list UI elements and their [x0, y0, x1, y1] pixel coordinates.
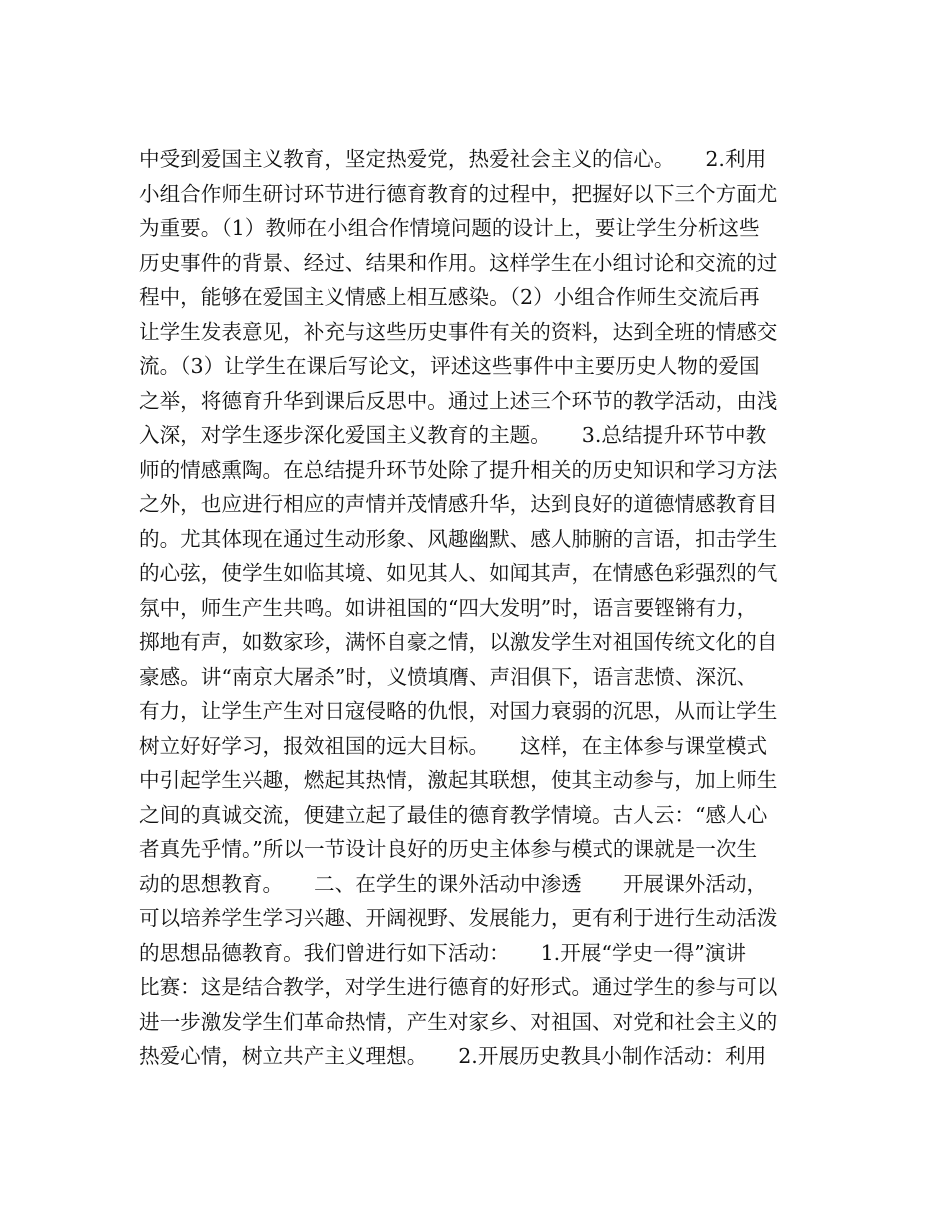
text-line: 中引起学生兴趣，燃起其热情，激起其联想，使其主动参与，加上师生 [139, 768, 778, 792]
text-line: 流。（3）让学生在课后写论文，评述这些事件中主要历史人物的爱国 [139, 354, 760, 378]
text-line: 之举，将德育升华到课后反思中。通过上述三个环节的教学活动，由浅 [139, 388, 778, 413]
text-line: 的思想品德教育。我们曾进行如下活动： 1.开展“学史一得”演讲 [139, 940, 747, 965]
text-line: 热爱心情，树立共产主义理想。 2.开展历史教具小制作活动：利用 [139, 1044, 767, 1068]
text-line: 师的情感熏陶。在总结提升环节处除了提升相关的历史知识和学习方法 [139, 457, 778, 482]
text-line: 进一步激发学生们革命热情，产生对家乡、对祖国、对党和社会主义的 [139, 1009, 778, 1034]
text-line: 有力，让学生产生对日寇侵略的仇恨，对国力衰弱的沉思，从而让学生 [139, 699, 778, 723]
text-line: 让学生发表意见，补充与这些历史事件有关的资料，达到全班的情感交 [139, 319, 778, 344]
text-line: 程中，能够在爱国主义情感上相互感染。（2）小组合作师生交流后再 [139, 285, 760, 309]
text-line: 历史事件的背景、经过、结果和作用。这样学生在小组讨论和交流的过 [139, 250, 778, 275]
text-line: 之间的真诚交流，便建立起了最佳的德育教学情境。古人云：“感人心 [139, 802, 768, 827]
text-line: 者真先乎情。”所以一节设计良好的历史主体参与模式的课就是一次生 [139, 837, 758, 861]
text-line: 掷地有声，如数家珍，满怀自豪之情，以激发学生对祖国传统文化的自 [139, 630, 778, 654]
text-line: 比赛：这是结合教学，对学生进行德育的好形式。通过学生的参与可以 [139, 975, 778, 999]
text-line: 入深，对学生逐步深化爱国主义教育的主题。 3.总结提升环节中教 [139, 423, 767, 447]
text-line: 的心弦，使学生如临其境、如见其人、如闻其声，在情感色彩强烈的气 [139, 561, 778, 585]
text-line: 豪感。讲“南京大屠杀”时，义愤填膺、声泪俱下，语言悲愤、深沉、 [139, 664, 758, 689]
text-line: 之外，也应进行相应的声情并茂情感升华，达到良好的道德情感教育目 [139, 492, 778, 516]
text-line: 可以培养学生学习兴趣、开阔视野、发展能力，更有利于进行生动活泼 [139, 906, 778, 930]
body-text [139, 142, 819, 1074]
text-line: 树立好好学习，报效祖国的远大目标。 这样，在主体参与课堂模式 [139, 733, 768, 758]
text-line: 动的思想教育。 二、在学生的课外活动中渗透 开展课外活动， [139, 871, 768, 896]
text-line: 中受到爱国主义教育，坚定热爱党，热爱社会主义的信心。 2.利用 [139, 147, 767, 171]
text-line: 的。尤其体现在通过生动形象、风趣幽默、感人肺腑的言语，扣击学生 [139, 526, 778, 551]
text-line: 为重要。（1）教师在小组合作情境问题的设计上，要让学生分析这些 [139, 216, 760, 240]
text-line: 氛中，师生产生共鸣。如讲祖国的“四大发明”时，语言要铿锵有力， [139, 595, 758, 620]
text-line: 小组合作师生研讨环节进行德育教育的过程中，把握好以下三个方面尤 [139, 181, 778, 206]
